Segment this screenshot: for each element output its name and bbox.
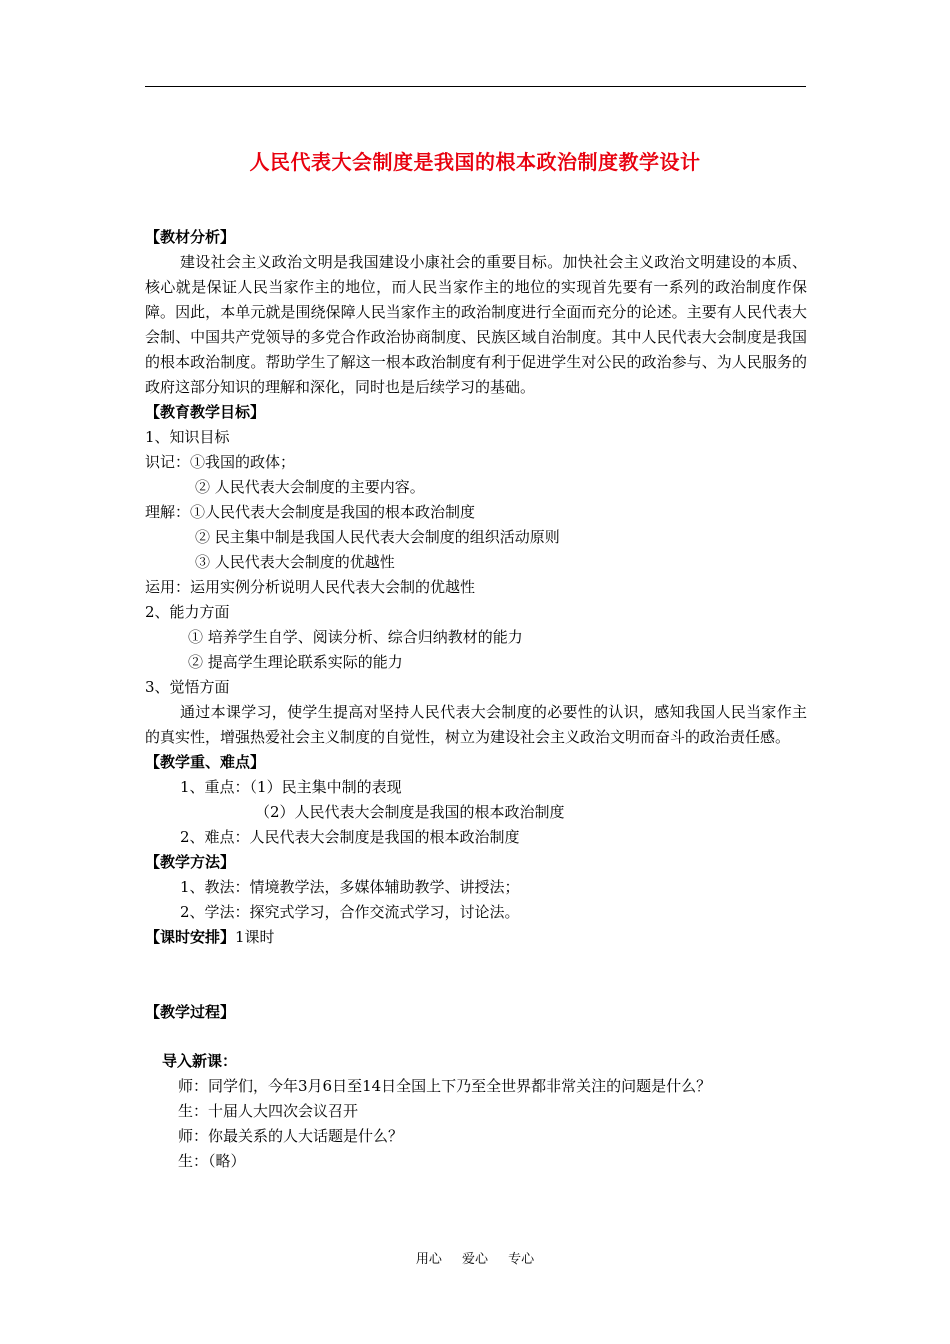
focus-difficult: 2、难点：人民代表大会制度是我国的根本政治制度 <box>180 828 520 846</box>
section-heading-focus: 【教学重、难点】 <box>145 753 266 771</box>
footer-word: 用心 <box>415 1252 442 1267</box>
goal-knowledge: 1、知识目标 <box>145 428 230 446</box>
section-heading-process: 【教学过程】 <box>145 1003 236 1021</box>
goal-ability-1: ① 培养学生自学、阅读分析、综合归纳教材的能力 <box>188 628 523 646</box>
goal-ability-2: ② 提高学生理论联系实际的能力 <box>188 653 403 671</box>
footer-word: 爱心 <box>461 1252 488 1267</box>
section-heading-schedule: 【课时安排】 <box>145 928 236 946</box>
section-heading-analysis: 【教材分析】 <box>145 228 236 246</box>
method-teach: 1、教法：情境教学法，多媒体辅助教学、讲授法； <box>180 878 520 896</box>
header-rule <box>145 86 806 87</box>
focus-key-2: （2）人民代表大会制度是我国的根本政治制度 <box>255 803 565 821</box>
dialog-line: 师：你最关系的人大话题是什么？ <box>178 1127 404 1145</box>
document-body <box>145 225 807 1174</box>
analysis-paragraph: 建设社会主义政治文明是我国建设小康社会的重要目标。加快社会主义政治文明建设的本质、核心就是保证人民当家作主的地位，而人民当家作主的地位的实现首先要有一系列的政治制度作保障。因此，本单元就是围绕保障人民当家作主的政治制度进行全面而充分的论述。主要有人民代表大会制、中国共产党领导的多党合作政治协商制度、民族区域自治制度。其中人民代表大会制度是我国的根本政治制度。帮助学生了解这一根本政治制度有利于促进学生对公民的政治参与、为人民服务的政府这部分知识的理解和深化，同时也是后续学习的基础。 <box>145 253 807 396</box>
page-footer <box>0 1248 950 1267</box>
focus-key-1: 1、重点：（1）民主集中制的表现 <box>180 778 402 796</box>
goal-ability: 2、能力方面 <box>145 603 230 621</box>
dialog-line: 生：十届人大四次会议召开 <box>178 1102 359 1120</box>
dialog-line: 师：同学们，今年3月6日至14日全国上下乃至全世界都非常关注的问题是什么？ <box>178 1077 712 1095</box>
dialog-line: 生：（略） <box>178 1152 246 1170</box>
goal-recall-1: 识记：①我国的政体； <box>145 453 296 471</box>
section-heading-goals: 【教育教学目标】 <box>145 403 266 421</box>
goal-awareness-body: 通过本课学习，使学生提高对坚持人民代表大会制度的必要性的认识，感知我国人民当家作主的真实性，增强热爱社会主义制度的自觉性，树立为建设社会主义政治文明而奋斗的政治责任感。 <box>145 703 807 746</box>
goal-understand-3: ③ 人民代表大会制度的优越性 <box>195 553 395 571</box>
schedule-value: 1课时 <box>235 928 275 946</box>
goal-apply: 运用：运用实例分析说明人民代表大会制的优越性 <box>145 578 476 596</box>
document-title: 人民代表大会制度是我国的根本政治制度教学设计 <box>249 150 701 174</box>
section-heading-methods: 【教学方法】 <box>145 853 236 871</box>
footer-word: 专心 <box>508 1252 535 1267</box>
goal-understand-2: ② 民主集中制是我国人民代表大会制度的组织活动原则 <box>195 528 560 546</box>
goal-understand-1: 理解：①人民代表大会制度是我国的根本政治制度 <box>145 503 476 521</box>
process-intro: 导入新课： <box>162 1052 238 1070</box>
goal-recall-2: ② 人民代表大会制度的主要内容。 <box>195 478 425 496</box>
goal-awareness: 3、觉悟方面 <box>145 678 230 696</box>
method-learn: 2、学法：探究式学习，合作交流式学习，讨论法。 <box>180 903 520 921</box>
